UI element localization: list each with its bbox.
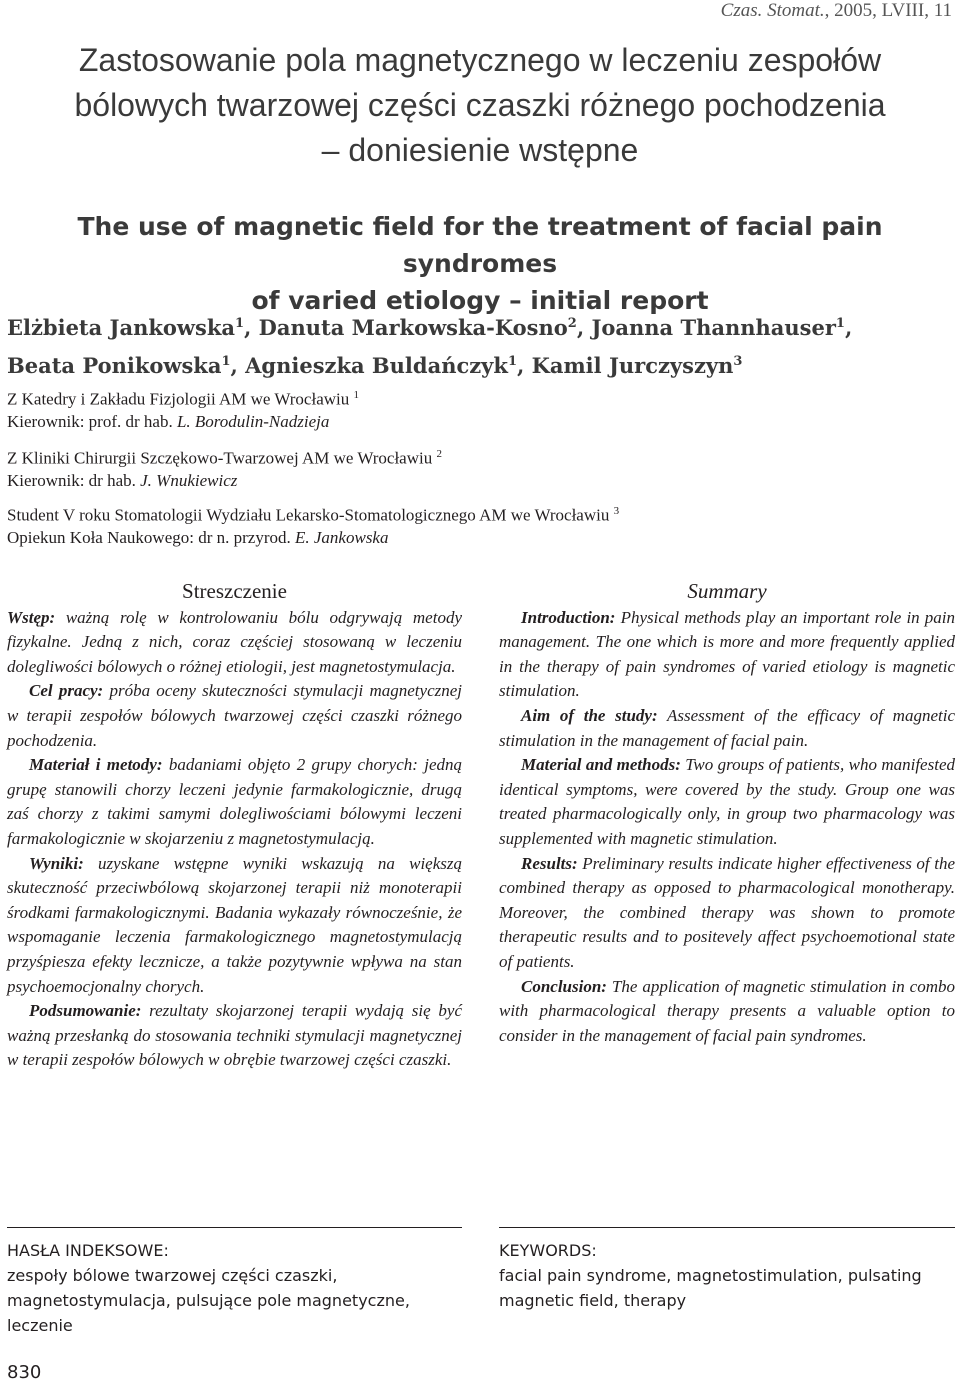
abstract-text: The application of magnetic stimulation in combo with pharmacological therapy presents a valuable option to consider in the management of facial pain syndromes. [499, 976, 955, 1045]
keywords-divider [499, 1227, 955, 1228]
abstract-label: Introduction: [521, 607, 616, 627]
keywords-polish [7, 1238, 462, 1338]
abstract-text: Preliminary results indicate higher effectiveness of the combined therapy as opposed to pharmacological monotherapy. Moreover, the combined therapy was shown to promote therapeutic results and to positevely affect psychoemotional state of patients. [499, 853, 955, 971]
keywords-divider [7, 1227, 462, 1228]
keywords-english [499, 1238, 955, 1313]
affiliation-head-title: Kierownik: prof. dr hab. [7, 411, 177, 431]
abstract-label: Results: [521, 853, 578, 873]
abstract-label: Wyniki: [29, 853, 84, 873]
abstract-label: Podsumowanie: [29, 1001, 142, 1021]
affiliation-head-name: L. Borodulin-Nadzieja [176, 411, 330, 431]
affiliation-unit [7, 500, 619, 527]
abstract-paragraph [7, 753, 462, 851]
title-english-line: The use of magnetic field for the treatment of facial pain syndromes [77, 212, 883, 278]
abstract-paragraph [499, 975, 955, 1049]
abstract-paragraph [499, 852, 955, 975]
author-line [7, 307, 852, 345]
journal-name: Czas. Stomat. [720, 0, 825, 21]
affiliation-mark: 2 [436, 448, 442, 460]
abstract-label: Material and methods: [521, 755, 681, 775]
abstract-label: Wstęp: [7, 607, 56, 627]
abstract-paragraph [499, 753, 955, 851]
affiliation-block [7, 384, 359, 433]
affiliation-text: Z Katedry i Zakładu Fizjologii AM we Wrocławiu [7, 389, 350, 409]
affiliation-block [7, 500, 619, 549]
affiliation-text: Z Kliniki Chirurgii Szczękowo-Twarzowej AM we Wrocławiu [7, 448, 433, 468]
affiliation-text: Student V roku Stomatologii Wydziału Lekarsko-Stomatologicznego AM we Wrocławiu [7, 505, 610, 525]
author-affiliation-mark: 1 [835, 316, 845, 331]
abstract-paragraph [7, 999, 462, 1073]
abstract-english [499, 579, 955, 1048]
affiliation-head [7, 527, 619, 549]
abstract-label: Cel pracy: [29, 681, 104, 701]
author-affiliation-mark: 3 [733, 354, 743, 369]
abstract-polish-heading: Streszczenie [182, 579, 287, 603]
author-list [7, 307, 852, 383]
abstract-text: Two groups of patients, who manifested identical symptoms, were covered by the study. Group one was treated pharmacologically only, in group two pharmacology was supplemented with magnetic stimulation. [499, 755, 955, 848]
affiliation-head [7, 470, 442, 492]
journal-citation [721, 0, 952, 22]
title-polish-line: – doniesienie wstępne [321, 132, 639, 168]
affiliation-block [7, 443, 442, 492]
author-line [7, 345, 852, 383]
abstract-text: Assessment of the efficacy of magnetic stimulation in the management of facial pain. [499, 705, 955, 750]
author-name: , Agnieszka Buldańczyk [230, 353, 508, 378]
title-polish-line: Zastosowanie pola magnetycznego w leczeniu zespołów [78, 42, 882, 78]
abstract-paragraph [499, 606, 955, 704]
keywords-english-heading: KEYWORDS: [499, 1241, 597, 1260]
affiliation-unit [7, 384, 359, 411]
author-name: Beata Ponikowska [7, 353, 222, 378]
affiliation-head-title: Kierownik: dr hab. [7, 470, 141, 490]
affiliation-unit [7, 443, 442, 470]
title-english-line: of varied etiology – initial report [251, 286, 709, 315]
keywords-polish-heading: HASŁA INDEKSOWE: [7, 1241, 169, 1260]
author-affiliation-mark: 1 [221, 354, 231, 369]
abstract-paragraph [7, 852, 462, 1000]
keywords-polish-text: zespoły bólowe twarzowej części czaszki, magnetostymulacja, pulsujące pole magnetyczne, leczenie [7, 1266, 410, 1335]
abstract-text: próba oceny skuteczności stymulacji magnetycznej w terapii zespołów bólowych twarzowej części czaszki różnego pochodzenia. [7, 681, 463, 750]
title-polish-line: bólowych twarzowej części czaszki różnego pochodzenia [74, 87, 886, 123]
keywords-english-text: facial pain syndrome, magnetostimulation, pulsating magnetic field, therapy [499, 1266, 922, 1310]
abstract-paragraph [7, 606, 462, 680]
abstract-label: Conclusion: [521, 976, 607, 996]
author-name: Elżbieta Jankowska [7, 315, 235, 340]
abstract-text: badaniami objęto 2 grupy chorych: jedną grupę stanowili chorzy leczeni jedynie farmakologicznie, drugą zaś chorzy z takimi samymi dolegliwościami bólowymi leczeni farmakologicznie w skojarzeniu z magnetostymulacją. [7, 755, 462, 848]
abstract-text: Physical methods play an important role in pain management. The one which is more and more frequently applied in the therapy of pain syndromes of varied etiology is magnetic stimulation. [499, 607, 955, 701]
journal-volume: , 2005, LVIII, 11 [824, 0, 952, 21]
abstract-label: Materiał i metody: [29, 755, 163, 775]
affiliation-head-name: E. Jankowska [295, 527, 389, 547]
abstract-paragraph [499, 704, 955, 753]
author-name: , Joanna Thannhauser [576, 315, 836, 340]
author-affiliation-mark: 1 [507, 354, 517, 369]
author-name: , Danuta Markowska-Kosno [244, 315, 568, 340]
author-name: , Kamil Jurczyszyn [516, 353, 734, 378]
affiliation-head [7, 411, 359, 433]
abstract-text: ważną rolę w kontrolowaniu bólu odgrywają metody fizykalne. Jedną z nich, coraz częściej stosowaną w leczeniu dolegliwości bólowych o różnej etiologii, jest magnetostymulacja. [7, 607, 462, 676]
title-english [0, 208, 960, 319]
affiliation-head-name: J. Wnukiewicz [140, 470, 238, 490]
author-affiliation-mark: 2 [567, 316, 577, 331]
author-affiliation-mark: 1 [234, 316, 245, 331]
abstract-text: rezultaty skojarzonej terapii wydają się być ważną przesłanką do stosowania techniki stymulacji magnetycznej w terapii zespołów bólowych w obrębie twarzowej części czaszki. [7, 1001, 462, 1070]
affiliation-head-title: Opiekun Koła Naukowego: dr n. przyrod. [7, 527, 295, 547]
abstract-polish [7, 579, 462, 1073]
abstract-text: uzyskane wstępne wyniki wskazują na większą skuteczność przeciwbólową skojarzonej terapii niż monoterapii środkami farmakologicznymi. Badania wykazały równocześnie, że wspomaganie leczenia farmakologicznego magnetostymulacją przyśpiesza efekty lecznicze, a także pozytywnie wpływa na stan psychoemocjonalny chorych. [7, 853, 462, 996]
page-number: 830 [7, 1362, 42, 1383]
abstract-english-heading: Summary [687, 579, 767, 603]
affiliation-mark: 3 [613, 505, 620, 517]
abstract-paragraph [7, 679, 462, 753]
affiliation-mark: 1 [353, 389, 359, 401]
abstract-label: Aim of the study: [521, 705, 658, 725]
author-separator: , [844, 315, 853, 340]
title-polish [0, 38, 960, 173]
